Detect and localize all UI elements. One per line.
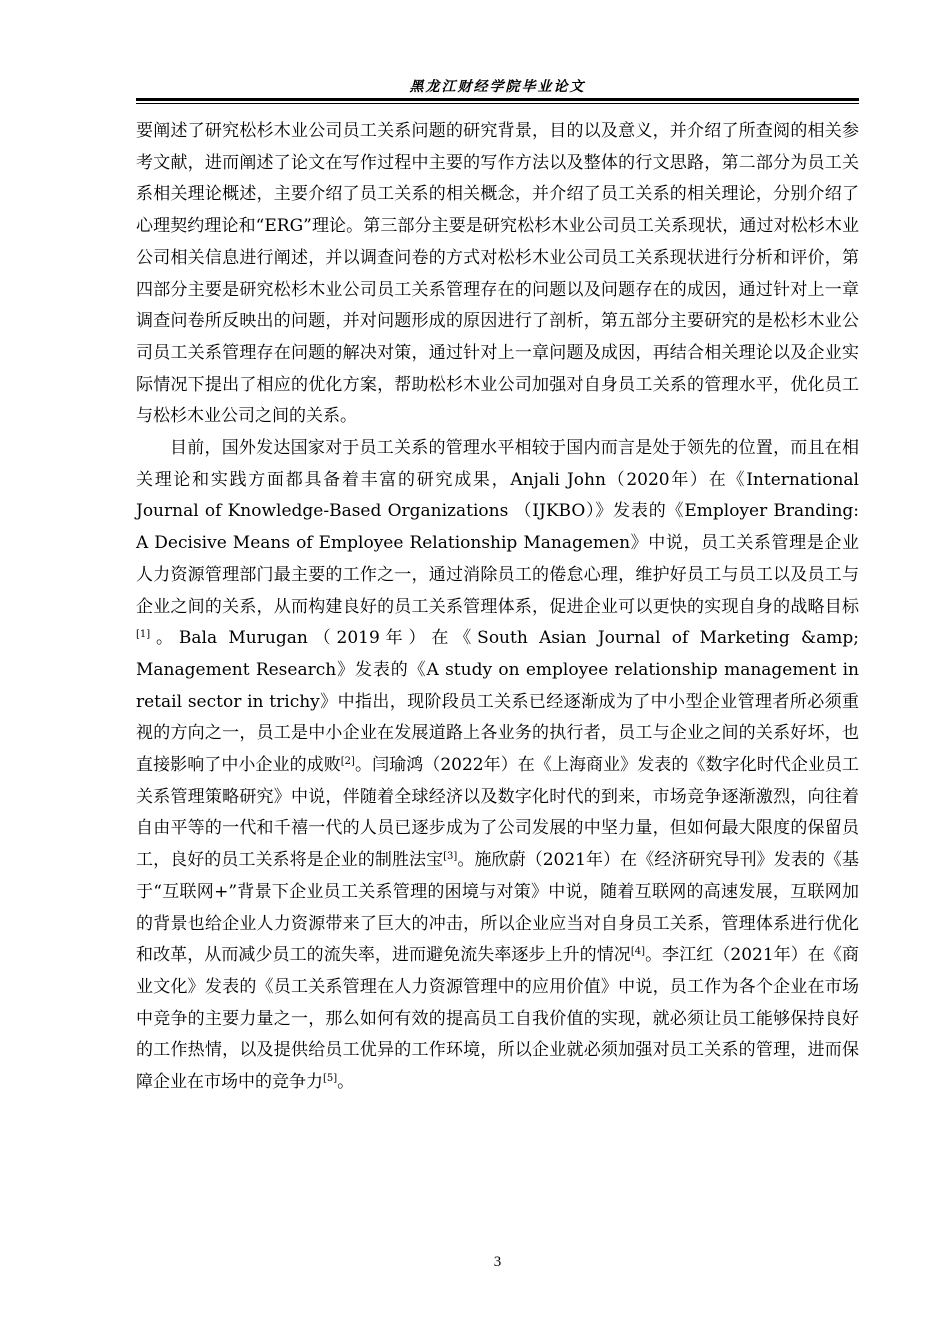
paragraph-text: 。施欣蔚（2021年）在《经济研究导刊》发表的《基于“互联网+”背景下企业员工关系管理的困境与对策》中说，随着互联网的高速发展，互联网加的背景也给企业人力资源带来了巨大的冲击，所以企业应当对自身员工关系，管理体系进行优化和改革，从而减少员工的流失率，进而避免流失率逐步上升的情况 <box>136 850 860 966</box>
paragraph <box>136 433 859 1099</box>
paragraph-text: 。闫瑜鸿（2022年）在《上海商业》发表的《数字化时代企业员工关系管理策略研究》中说，伴随着全球经济以及数字化时代的到来，市场竞争逐渐激烈，向往着自由平等的一代和千禧一代的人员已逐步成为了公司发展的中坚力量，但如何最大限度的保留员工，良好的员工关系将是企业的制胜法宝 <box>136 755 860 871</box>
page-number: 3 <box>493 1254 502 1270</box>
paragraph <box>136 116 859 433</box>
paragraph-text: 。 <box>337 1072 355 1093</box>
page-header-title: 黑龙江财经学院毕业论文 <box>409 79 586 95</box>
paragraph-text: 要阐述了研究松杉木业公司员工关系问题的研究背景，目的以及意义，并介绍了所查阅的相关参考文献，进而阐述了论文在写作过程中主要的写作方法以及整体的行文思路，第二部分为员工关系相关理论概述，主要介绍了员工关系的相关概念，并介绍了员工关系的相关理论，分别介绍了心理契约理论和“ERG”理论。第三部分主要是研究松杉木业公司员工关系现状，通过对松杉木业公司相关信息进行阐述，并以调查问卷的方式对松杉木业公司员工关系现状进行分析和评价，第四部分主要是研究松杉木业公司员工关系管理存在的问题以及问题存在的成因，通过针对上一章调查问卷所反映出的问题，并对问题形成的原因进行了剖析，第五部分主要研究的是松杉木业公司员工关系管理存在问题的解决对策，通过针对上一章问题及成因，再结合相关理论以及企业实际情况下提出了相应的优化方案，帮助松杉木业公司加强对自身员工关系的管理水平，优化员工与松杉木业公司之间的关系。 <box>136 121 859 427</box>
header-rule-thin <box>136 103 859 104</box>
paragraph-text: 目前，国外发达国家对于员工关系的管理水平相较于国内而言是处于领先的位置，而且在相关理论和实践方面都具备着丰富的研究成果，Anjali John（2020年）在《International Journal of Knowledge-Based Organizations （IJKBO）》发表的《Employer Branding: A Decisive Means of Employee Relationship Managemen》中说，员工关系管理是企业人力资源管理部门最主要的工作之一，通过消除员工的倦怠心理，维护好员工与员工以及员工与企业之间的关系，从而构建良好的员工关系管理体系，促进企业可以更快的实现自身的战略目标 <box>136 438 859 617</box>
body-text <box>136 116 859 1099</box>
paragraph-text: 。李江红（2021年）在《商业文化》发表的《员工关系管理在人力资源管理中的应用价值》中说，员工作为各个企业在市场中竞争的主要力量之一，那么如何有效的提高员工自我价值的实现，就必须让员工能够保持良好的工作热情，以及提供给员工优异的工作环境，所以企业就必须加强对员工关系的管理，进而保障企业在市场中的竞争力 <box>136 945 859 1093</box>
header-rule-thick <box>136 98 859 101</box>
citation-marker: [4] <box>630 946 646 958</box>
citation-marker: [2] <box>340 756 355 768</box>
paragraph-text: 。Bala Murugan（2019年）在《South Asian Journal of Marketing &amp; Management Research》发表的《A study on employee relationship management in retail sector in trichy》中指出，现阶段员工关系已经逐渐成为了中小型企业管理者所必须重视的方向之一，员工是中小企业在发展道路上各业务的执行者，员工与企业之间的关系好坏，也直接影响了中小企业的成败 <box>136 628 859 776</box>
citation-marker: [5] <box>323 1073 338 1085</box>
citation-marker: [3] <box>443 851 458 863</box>
citation-marker: [1] <box>136 629 151 641</box>
